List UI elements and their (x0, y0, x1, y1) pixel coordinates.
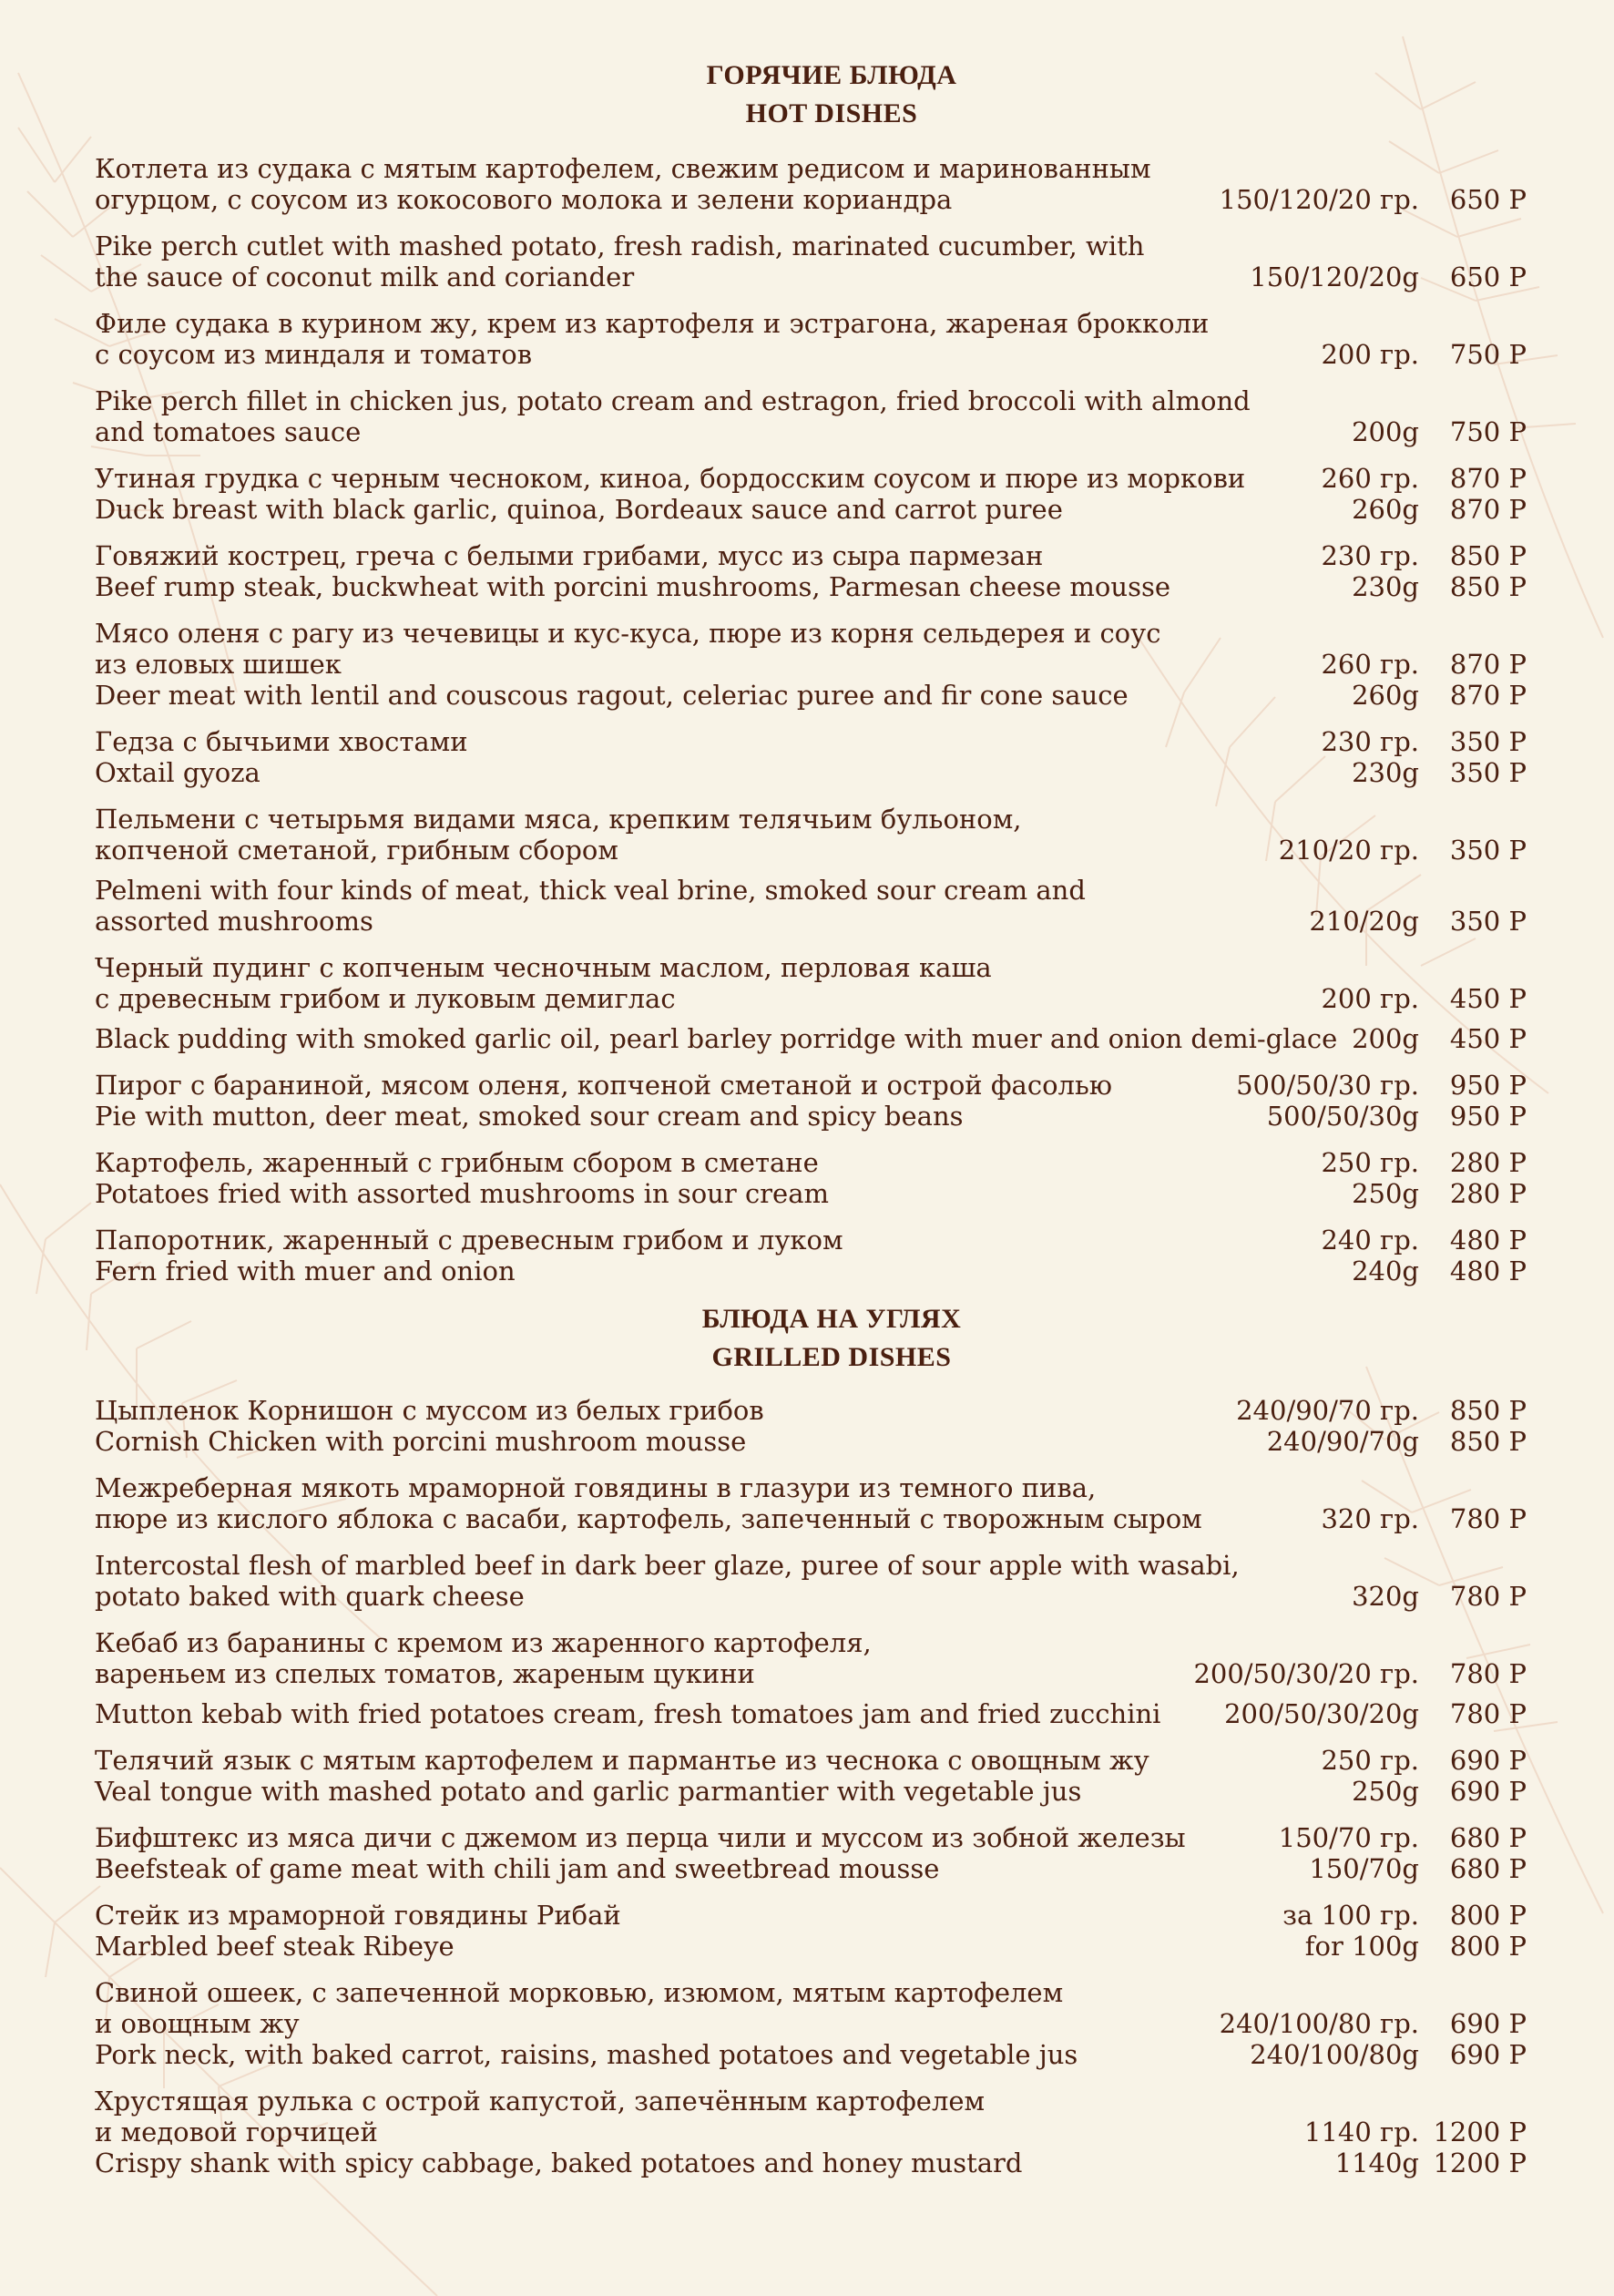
dish-line (95, 983, 1527, 1014)
dish-description: пюре из кислого яблока с васаби, картофель, запеченный с творожным сыром (95, 1503, 1202, 1534)
dish-price: 280 Р (1449, 1178, 1527, 1209)
dish-line (95, 571, 1527, 602)
section-title-ru: БЛЮДА НА УГЛЯХ (701, 1304, 962, 1334)
dish-description: Duck breast with black garlic, quinoa, Bordeaux sauce and carrot puree (95, 494, 1063, 525)
dish-line (95, 1147, 1527, 1178)
dish-line (95, 757, 1527, 788)
dish-description: Potatoes fried with assorted mushrooms in sour cream (95, 1178, 829, 1209)
dish-description: Котлета из судака с мятым картофелем, свежим редисом и маринованным (95, 153, 1151, 184)
dish-line (95, 952, 1527, 983)
section-title (137, 1300, 1527, 1377)
dish-description: Mutton kebab with fried potatoes cream, fresh tomatoes jam and fried zucchini (95, 1698, 1161, 1729)
dish-description: Deer meat with lentil and couscous ragout, celeriac puree and fir cone sauce (95, 680, 1129, 711)
dish-line (95, 1550, 1527, 1581)
dish-price: 480 Р (1449, 1225, 1527, 1256)
dish-description: Свиной ошеек, с запеченной морковью, изюмом, мятым картофелем (95, 1977, 1064, 2008)
dish-item (95, 1395, 1527, 1457)
dish-item (95, 726, 1527, 788)
dish-line (95, 494, 1527, 525)
dish-item (95, 804, 1527, 866)
dish-description: the sauce of coconut milk and coriander (95, 261, 635, 292)
dish-line (95, 184, 1527, 215)
dish-weight: 260 гр. (1321, 649, 1419, 680)
dish-line (95, 1472, 1527, 1503)
dish-item (95, 1977, 1527, 2070)
dish-weight: 200g (1352, 1023, 1419, 1054)
dish-line (95, 308, 1527, 339)
dish-item (95, 540, 1527, 602)
menu-page (95, 56, 1527, 2194)
dish-price: 800 Р (1449, 1931, 1527, 1962)
dish-item (95, 385, 1527, 447)
dish-weight: for 100g (1304, 1931, 1419, 1962)
dish-line (95, 1698, 1527, 1729)
dish-price: 1200 Р (1433, 2117, 1527, 2147)
dish-line (95, 1745, 1527, 1776)
dish-price: 870 Р (1449, 494, 1527, 525)
dish-description: Хрустящая рулька с острой капустой, запечённым картофелем (95, 2086, 986, 2117)
dish-description: Пельмени с четырьмя видами мяса, крепким телячьим бульоном, (95, 804, 1022, 835)
dish-description: Pie with mutton, deer meat, smoked sour cream and spicy beans (95, 1101, 964, 1132)
dish-item (95, 1900, 1527, 1962)
dish-description: Пирог с бараниной, мясом оленя, копченой сметаной и острой фасолью (95, 1070, 1112, 1101)
dish-line (95, 2008, 1527, 2039)
dish-weight: 230 гр. (1321, 726, 1419, 757)
dish-weight: 200g (1352, 416, 1419, 447)
dish-price: 280 Р (1449, 1147, 1527, 1178)
dish-price: 350 Р (1449, 906, 1527, 937)
dish-line (95, 1822, 1527, 1853)
dish-line (95, 1503, 1527, 1534)
dish-description: Intercostal flesh of marbled beef in dark beer glaze, puree of sour apple with wasabi, (95, 1550, 1240, 1581)
dish-line (95, 231, 1527, 261)
dish-weight: 210/20 гр. (1278, 835, 1419, 866)
dish-line (95, 875, 1527, 906)
dish-description: вареньем из спелых томатов, жареным цукини (95, 1658, 755, 1689)
section-title (137, 56, 1527, 133)
dish-description: копченой сметаной, грибным сбором (95, 835, 618, 866)
dish-price: 450 Р (1449, 1023, 1527, 1054)
dish-line (95, 1658, 1527, 1689)
dish-description: Oxtail gyoza (95, 757, 260, 788)
dish-item (95, 1627, 1527, 1689)
dish-line (95, 1977, 1527, 2008)
dish-weight: 250 гр. (1321, 1147, 1419, 1178)
dish-line (95, 1256, 1527, 1286)
dish-weight: 250 гр. (1321, 1745, 1419, 1776)
dish-item (95, 153, 1527, 215)
dish-price: 650 Р (1449, 184, 1527, 215)
dish-weight: 230 гр. (1321, 540, 1419, 571)
dish-weight: 240/100/80g (1250, 2039, 1419, 2070)
dish-weight: 250g (1352, 1776, 1419, 1807)
dish-item (95, 875, 1527, 937)
dish-line (95, 680, 1527, 711)
dish-line (95, 1627, 1527, 1658)
dish-price: 870 Р (1449, 680, 1527, 711)
dish-item (95, 1698, 1527, 1729)
dish-line (95, 1101, 1527, 1132)
dish-weight: за 100 гр. (1282, 1900, 1419, 1931)
dish-item (95, 1745, 1527, 1807)
dish-description: и овощным жу (95, 2008, 300, 2039)
dish-price: 350 Р (1449, 757, 1527, 788)
dish-price: 950 Р (1449, 1070, 1527, 1101)
section-title-en: GRILLED DISHES (711, 1342, 952, 1372)
dish-weight: 150/70 гр. (1278, 1822, 1419, 1853)
dish-description: Black pudding with smoked garlic oil, pearl barley porridge with muer and onion demi-glace (95, 1023, 1338, 1054)
dish-description: Цыпленок Корнишон с муссом из белых грибов (95, 1395, 764, 1426)
dish-item (95, 231, 1527, 292)
dish-item (95, 1070, 1527, 1132)
dish-description: and tomatoes sauce (95, 416, 362, 447)
dish-price: 450 Р (1449, 983, 1527, 1014)
dish-weight: 240 гр. (1321, 1225, 1419, 1256)
dish-item (95, 2086, 1527, 2178)
dish-line (95, 804, 1527, 835)
dish-item (95, 952, 1527, 1014)
dish-weight: 320g (1352, 1581, 1419, 1612)
dish-weight: 150/70g (1309, 1853, 1419, 1884)
dish-description: Pike perch cutlet with mashed potato, fresh radish, marinated cucumber, with (95, 231, 1145, 261)
dish-description: Гедза с бычьими хвостами (95, 726, 468, 757)
dish-description: Черный пудинг с копченым чесночным маслом, перловая каша (95, 952, 992, 983)
dish-weight: 1140 гр. (1304, 2117, 1419, 2147)
dish-weight: 260g (1352, 680, 1419, 711)
dish-description: Beefsteak of game meat with chili jam and sweetbread mousse (95, 1853, 940, 1884)
dish-item (95, 1472, 1527, 1534)
dish-description: Pork neck, with baked carrot, raisins, mashed potatoes and vegetable jus (95, 2039, 1078, 2070)
dish-item (95, 1822, 1527, 1884)
dish-weight: 500/50/30g (1266, 1101, 1419, 1132)
dish-weight: 150/120/20g (1250, 261, 1419, 292)
dish-weight: 210/20g (1309, 906, 1419, 937)
dish-description: Папоротник, жаренный с древесным грибом и луком (95, 1225, 843, 1256)
dish-description: из еловых шишек (95, 649, 342, 680)
dish-description: Говяжий кострец, греча с белыми грибами, мусс из сыра пармезан (95, 540, 1044, 571)
dish-description: Crispy shank with spicy cabbage, baked potatoes and honey mustard (95, 2147, 1023, 2178)
dish-price: 780 Р (1449, 1503, 1527, 1534)
dish-description: Fern fried with muer and onion (95, 1256, 516, 1286)
dish-item (95, 1023, 1527, 1054)
dish-line (95, 261, 1527, 292)
dish-item (95, 463, 1527, 525)
dish-line (95, 2039, 1527, 2070)
dish-description: Beef rump steak, buckwheat with porcini mushrooms, Parmesan cheese mousse (95, 571, 1170, 602)
dish-price: 850 Р (1449, 571, 1527, 602)
dish-price: 690 Р (1449, 1776, 1527, 1807)
dish-price: 680 Р (1449, 1822, 1527, 1853)
dish-line (95, 835, 1527, 866)
dish-line (95, 1426, 1527, 1457)
dish-line (95, 416, 1527, 447)
dish-weight: 260 гр. (1321, 463, 1419, 494)
dish-weight: 150/120/20 гр. (1219, 184, 1419, 215)
dish-description: Бифштекс из мяса дичи с джемом из перца чили и муссом из зобной железы (95, 1822, 1186, 1853)
dish-description: assorted mushrooms (95, 906, 373, 937)
dish-price: 690 Р (1449, 2008, 1527, 2039)
dish-line (95, 906, 1527, 937)
dish-item (95, 308, 1527, 370)
dish-price: 780 Р (1449, 1698, 1527, 1729)
dish-line (95, 1178, 1527, 1209)
dish-description: Pike perch fillet in chicken jus, potato cream and estragon, fried broccoli with almond (95, 385, 1251, 416)
dish-weight: 200 гр. (1321, 339, 1419, 370)
dish-line (95, 2147, 1527, 2178)
dish-weight: 240/100/80 гр. (1219, 2008, 1419, 2039)
dish-price: 780 Р (1449, 1658, 1527, 1689)
section-title-ru: ГОРЯЧИЕ БЛЮДА (706, 60, 957, 90)
dish-price: 850 Р (1449, 1395, 1527, 1426)
dish-price: 350 Р (1449, 835, 1527, 866)
dish-price: 350 Р (1449, 726, 1527, 757)
dish-price: 480 Р (1449, 1256, 1527, 1286)
dish-weight: 240/90/70 гр. (1236, 1395, 1419, 1426)
dish-line (95, 1931, 1527, 1962)
dish-line (95, 1070, 1527, 1101)
dish-line (95, 1853, 1527, 1884)
dish-price: 850 Р (1449, 1426, 1527, 1457)
dish-description: Стейк из мраморной говядины Рибай (95, 1900, 621, 1931)
dish-weight: 200 гр. (1321, 983, 1419, 1014)
dish-description: Мясо оленя с рагу из чечевицы и кус-куса, пюре из корня сельдерея и соус (95, 618, 1161, 649)
dish-item (95, 1550, 1527, 1612)
dish-weight: 240g (1352, 1256, 1419, 1286)
dish-weight: 500/50/30 гр. (1236, 1070, 1419, 1101)
dish-item (95, 1147, 1527, 1209)
dish-line (95, 385, 1527, 416)
dish-item (95, 1225, 1527, 1286)
dish-description: Филе судака в курином жу, крем из картофеля и эстрагона, жареная брокколи (95, 308, 1210, 339)
dish-weight: 320 гр. (1321, 1503, 1419, 1534)
dish-description: огурцом, с соусом из кокосового молока и зелени кориандра (95, 184, 953, 215)
dish-weight: 1140g (1334, 2147, 1419, 2178)
dish-weight: 230g (1352, 757, 1419, 788)
dish-weight: 260g (1352, 494, 1419, 525)
dish-description: Marbled beef steak Ribeye (95, 1931, 455, 1962)
dish-price: 650 Р (1449, 261, 1527, 292)
dish-description: Cornish Chicken with porcini mushroom mousse (95, 1426, 747, 1457)
dish-price: 750 Р (1449, 339, 1527, 370)
dish-line (95, 153, 1527, 184)
dish-price: 680 Р (1449, 1853, 1527, 1884)
dish-weight: 240/90/70g (1266, 1426, 1419, 1457)
dish-price: 950 Р (1449, 1101, 1527, 1132)
dish-description: Утиная грудка с черным чесноком, киноа, бордосским соусом и пюре из моркови (95, 463, 1246, 494)
dish-description: Межреберная мякоть мраморной говядины в глазури из темного пива, (95, 1472, 1097, 1503)
dish-line (95, 649, 1527, 680)
dish-line (95, 1581, 1527, 1612)
dish-line (95, 540, 1527, 571)
dish-line (95, 726, 1527, 757)
dish-description: и медовой горчицей (95, 2117, 378, 2147)
dish-description: Кебаб из баранины с кремом из жаренного картофеля, (95, 1627, 872, 1658)
dish-description: potato baked with quark cheese (95, 1581, 525, 1612)
dish-price: 1200 Р (1433, 2147, 1527, 2178)
dish-line (95, 339, 1527, 370)
dish-price: 870 Р (1449, 463, 1527, 494)
dish-line (95, 2086, 1527, 2117)
dish-line (95, 1023, 1527, 1054)
dish-description: с соусом из миндаля и томатов (95, 339, 533, 370)
dish-line (95, 1900, 1527, 1931)
dish-description: Телячий язык с мятым картофелем и пармантье из чеснока с овощным жу (95, 1745, 1149, 1776)
dish-weight: 200/50/30/20 гр. (1193, 1658, 1419, 1689)
dish-price: 870 Р (1449, 649, 1527, 680)
dish-price: 750 Р (1449, 416, 1527, 447)
dish-line (95, 1395, 1527, 1426)
dish-description: Картофель, жаренный с грибным сбором в сметане (95, 1147, 819, 1178)
dish-line (95, 463, 1527, 494)
dish-weight: 200/50/30/20g (1224, 1698, 1419, 1729)
dish-weight: 250g (1352, 1178, 1419, 1209)
dish-description: Pelmeni with four kinds of meat, thick veal brine, smoked sour cream and (95, 875, 1086, 906)
dish-description: с древесным грибом и луковым демиглас (95, 983, 676, 1014)
dish-line (95, 1225, 1527, 1256)
dish-weight: 230g (1352, 571, 1419, 602)
dish-item (95, 618, 1527, 711)
dish-line (95, 1776, 1527, 1807)
dish-price: 780 Р (1449, 1581, 1527, 1612)
dish-description: Veal tongue with mashed potato and garlic parmantier with vegetable jus (95, 1776, 1082, 1807)
dish-line (95, 618, 1527, 649)
dish-line (95, 2117, 1527, 2147)
dish-price: 690 Р (1449, 2039, 1527, 2070)
dish-price: 850 Р (1449, 540, 1527, 571)
dish-price: 690 Р (1449, 1745, 1527, 1776)
dish-price: 800 Р (1449, 1900, 1527, 1931)
section-title-en: HOT DISHES (745, 98, 918, 128)
